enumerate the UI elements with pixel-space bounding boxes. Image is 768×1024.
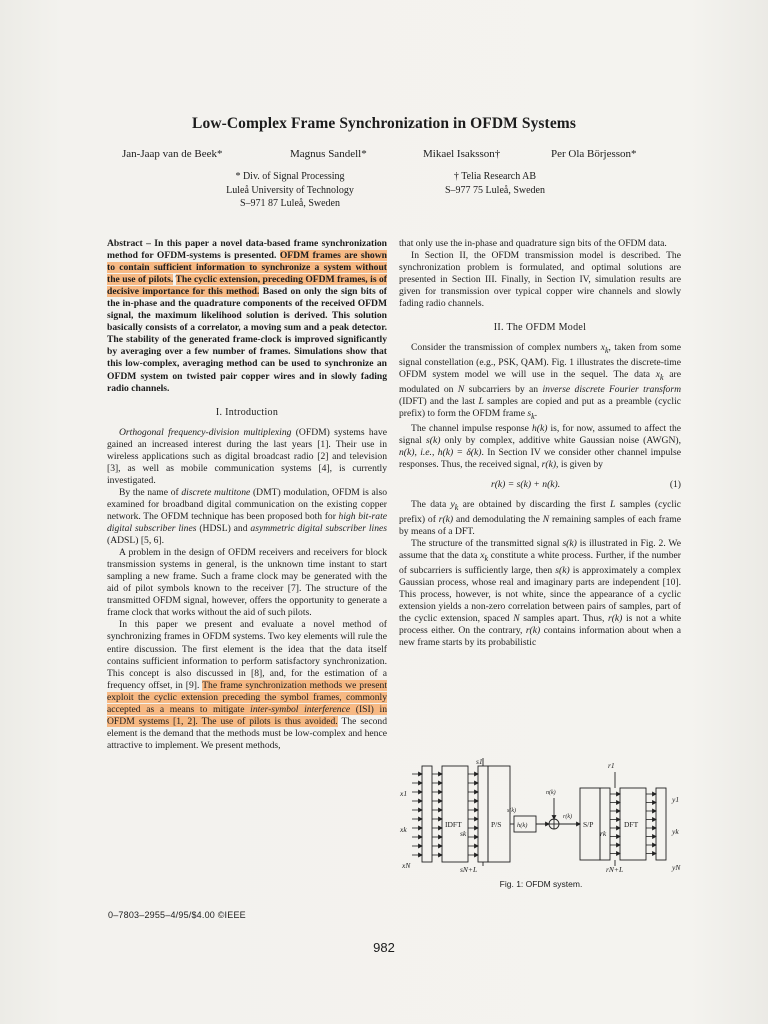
text-run: The channel impulse response [411,423,532,435]
affiliation-telia [415,170,575,197]
author-borjesson: Per Ola Börjesson* [551,148,637,160]
ifft-out-arrow-head [475,853,479,857]
text-run: r(k) [438,513,454,525]
equation-number: (1) [669,478,681,490]
text-run: k [454,502,459,512]
text-run: k [531,412,535,422]
abstract [107,238,387,395]
model-paragraph [399,538,681,649]
text-run: is not a white process either. On the contrary, [399,612,681,636]
ifft-out-arrow-head [475,781,479,785]
text-run: r(k) [525,624,541,636]
input-register-block [422,766,432,862]
text-run: inter-symbol interference [250,703,351,715]
ifft-in-arrow-head [439,799,443,803]
text-run: Consider the transmission of complex numbers [411,342,601,354]
text-run: (OFDM) systems have gained an increased interest during the last years [1]. Their use in wireless applications such as digital broadcast radio [2] and television [3], as well as mobile communication systems [4], is currently investigated. [107,426,387,486]
ifft-in-arrow-head [439,844,443,848]
text-run: (IDFT) and the last [399,396,479,408]
introduction-text [107,427,387,752]
figure-caption: Fig. 1: OFDM system. [499,879,583,889]
text-run: The second element is the demand that the methods must be low-complex and hence attractive to implement. We present methods, [107,715,387,751]
paper-title: Low-Complex Frame Synchronization in OFDM Systems [192,115,576,132]
dft-in-arrow-head [617,809,621,813]
ifft-in-arrow-head [439,817,443,821]
label-yN: yN [672,863,681,872]
text-run: contains information about when a new frame starts by its probabilistic [399,624,681,648]
label-rNL: rN+L [606,865,624,874]
model-paragraph [399,342,681,423]
text-run: N [542,513,550,525]
label-sp: S/P [583,820,594,829]
ifft-in-arrow-head [439,835,443,839]
input-arrow-head [419,790,423,794]
text-run: are modulated on [399,369,681,396]
text-run: discrete multitone [181,486,251,498]
intro-paragraph [399,250,681,310]
affiliation-line: * Div. of Signal Processing [235,171,345,182]
text-run: The data [411,498,451,510]
intro-paragraph [399,238,681,250]
ifft-out-arrow-head [475,844,479,848]
label-y1: y1 [672,795,680,804]
text-run: N [457,384,465,396]
label-s1: s1 [476,758,483,766]
input-arrow-head [419,853,423,857]
model-paragraph [399,423,681,471]
text-run: r(k) [541,459,557,471]
text-run: . [534,408,538,420]
text-run: only by complex, additive white Gaussian noise (AWGN), [440,435,681,447]
channel-arrow-head [546,822,550,826]
dft-in-arrow-head [617,852,621,856]
text-run: h(k) [531,423,548,435]
receiver-arrow-head [577,822,581,826]
text-run: r(k) [607,612,623,624]
right-column [399,238,681,649]
introduction-paragraph [107,547,387,619]
text-run: y [450,498,455,510]
text-run: k [660,373,664,383]
text-run: s [527,408,532,420]
author-van-de-beek: Jan-Jaap van de Beek* [122,148,223,160]
section-heading-introduction: I. Introduction [215,406,279,418]
page-number: 982 [373,940,395,955]
idft-block [442,766,468,862]
introduction-paragraph [107,427,387,487]
text-run: By the name of [119,486,182,498]
text-run: s(k) [426,435,441,447]
abstract-text: OFDM frames are shown to contain sufficient information to synchronize a system without the use of pilots. [107,250,387,286]
text-run: is, for now, assumed to affect the signal [399,423,681,447]
label-h-of-k: h(k) [517,822,528,829]
dft-out-arrow-head [653,792,657,796]
text-run: samples (cyclic prefix) of [399,498,681,525]
text-run: remaining samples of each frame by means of a DFT. [399,513,681,537]
text-run: In this paper we present and evaluate a novel method of synchronizing frames in OFDM systems. Two key elements will rule the entire discussion. The first element is the idea that the data itself contains sufficient information to perform satisfactory synchronization. This concept is also discussed in [8], and, for the estimation of a frequency offset, in [9]. [107,619,387,691]
equation-1 [399,479,681,491]
text-run: The structure of the transmitted signal [411,537,563,549]
label-xN: xN [402,861,411,870]
text-run: L [610,498,616,510]
text-run: x [600,342,605,354]
left-column [107,238,387,752]
label-n-of-k: n(k) [546,790,556,796]
text-run: (ADSL) [5, 6]. [107,535,165,547]
label-dft: DFT [624,820,639,829]
ifft-out-arrow-head [475,772,479,776]
text-run: x [480,549,485,561]
text-run: (ISI) in OFDM systems [1, 2]. The use of pilots is thus avoided. [107,703,387,727]
text-run: Orthogonal frequency-division multiplexing [119,426,292,438]
diagram-signal-arrows [412,772,656,857]
text-run: constitute a white process. Further, if the number of subcarriers is sufficiently large, then [399,549,681,576]
text-run: k [604,346,609,356]
label-r-of-k: r(k) [563,814,572,820]
abstract-text: The cyclic extension, preceding OFDM frames, is of decisive importance for this method. [107,274,387,298]
text-run: are obtained by discarding the first [458,498,610,510]
input-arrow-head [419,817,423,821]
abstract-text: Based on only the sign bits of the in-phase and the quadrature components of the received OFDM signal, the maximum likelihood solution is derived. This solution basically consists of a correlator, a moving sum and a peak detector. The stability of the generated frame-clock is improved significantly by averaging over a few number of frames. Simulations show that this low-complex, averaging method can be used to synchronize an OFDM system on twisted pair copper wires and in slowly fading radio channels. [107,286,387,394]
text-run: , [431,447,438,459]
ifft-in-arrow-head [439,790,443,794]
copyright-line: 0–7803–2955–4/95/$4.00 ©IEEE [108,910,246,920]
input-arrow-head [419,799,423,803]
text-run: (DMT) modulation, OFDM is also examined for broadband digital communication on the existing copper network. The OFDM technique has been proposed both for [107,486,387,522]
text-run: asymmetric digital subscriber lines [250,523,387,535]
ifft-in-arrow-head [439,781,443,785]
text-run: (HDSL) and [196,523,251,535]
text-run: , [414,447,421,459]
dft-out-arrow-head [653,809,657,813]
text-run: samples are copied and put as a preamble (cyclic prefix) to form the OFDM frame [399,396,681,420]
text-run: that only use the in-phase and quadrature sign bits of the OFDM data. [399,238,667,249]
model-paragraph [399,499,681,538]
ifft-out-arrow-head [475,790,479,794]
label-x1: x1 [400,789,408,798]
label-rk: rk [600,829,607,838]
label-ps: P/S [491,820,502,829]
label-r1: r1 [608,761,615,770]
text-run: x [655,369,661,381]
text-run: subcarriers by an [464,384,543,396]
affiliation-line: Luleå University of Technology [226,184,354,196]
dft-in-arrow-head [617,826,621,830]
abstract-text: Abstract – In this paper a novel data-based frame synchronization method for OFDM-systems is presented. [107,238,387,262]
text-run: A problem in the design of OFDM receivers and receivers for block transmission systems in general, is the unknown time instant to start sampling a new frame. Such a frame clock may be generated with the aid of pilot symbols known to the receiver [7]. The structure of the transmitted OFDM signal, however, offers the opportunity to generate a frame clock that works without the aid of such pilots. [107,547,387,619]
ps-block [488,766,510,862]
label-xk: xk [400,825,407,834]
text-run: inverse discrete Fourier transform [542,384,682,396]
text-run: , taken from some signal constellation (e.g., PSK, QAM). Fig. 1 illustrates the discrete-time OFDM system model we will use in the sequel. The data [399,342,681,381]
input-arrow-head [419,781,423,785]
text-run: high bit-rate digital subscriber lines [107,510,387,535]
prefix-discard-block [600,788,610,860]
label-idft: IDFT [445,820,462,829]
affiliation-line: S–977 75 Luleå, Sweden [445,184,545,196]
text-run: s(k) [555,564,570,576]
ofdm-system-diagram [396,758,686,876]
text-run: In Section II, the OFDM transmission model is described. The synchronization problem is formulated, and optimal solutions are presented in Section III. Finally, in Section IV, simulation results are given for transmission over typical copper wire channels and slowly fading radio channels. [399,250,681,310]
introduction-paragraph [107,487,387,547]
text-run: n(k) [399,447,415,459]
label-yk: yk [672,827,679,836]
ifft-out-arrow-head [475,799,479,803]
dft-in-arrow-head [617,835,621,839]
affiliation-line: S–971 87 Luleå, Sweden [240,198,340,209]
text-run: . In Section IV we consider other channel impulse responses. Thus, the received signal, [399,447,682,471]
dft-out-arrow-head [653,852,657,856]
dft-out-arrow-head [653,843,657,847]
text-run: is approximately a complex Gaussian process, whose real and imaginary parts are independent [10]. This process, however, is not white, since the appearance of a cyclic extension yields a non-zero correlation between pairs of samples, part of the cyclic extension, spaced [399,564,681,624]
text-run: The frame synchronization methods we present exploit the cyclic extension preceding the symbol frames, commonly accepted as a means to mitigate [107,679,387,715]
input-arrow-head [419,772,423,776]
text-run: L [478,396,484,408]
ifft-in-arrow-head [439,826,443,830]
author-isaksson: Mikael Isaksson† [423,148,501,160]
intro-continuation-text [399,238,681,310]
input-arrow-head [419,844,423,848]
ifft-out-arrow-head [475,817,479,821]
ifft-out-arrow-head [475,826,479,830]
text-run: and demodulating the [453,513,543,525]
dft-in-arrow-head [617,843,621,847]
text-run: N [513,612,520,624]
ifft-out-arrow-head [475,835,479,839]
author-sandell: Magnus Sandell* [290,148,367,160]
equation-body: r(k) = s(k) + n(k). [491,478,561,490]
introduction-paragraph [107,619,387,752]
text-run: , is given by [556,459,603,471]
label-sNL: sN+L [460,865,478,874]
affiliation-lulea [195,170,385,211]
input-arrow-head [419,826,423,830]
ifft-in-arrow-head [439,853,443,857]
text-run: h(k) = δ(k) [437,447,482,459]
input-arrow-head [419,835,423,839]
dft-out-arrow-head [653,801,657,805]
label-sk: sk [460,829,467,838]
text-run: is illustrated in Fig. 2. We assume that the data [399,537,681,561]
text-run: k [484,553,489,563]
label-s-of-k: s(k) [507,808,516,814]
output-register-block [656,788,666,860]
ifft-in-arrow-head [439,772,443,776]
affiliation-line: † Telia Research AB [453,171,537,182]
dft-in-arrow-head [617,801,621,805]
dft-out-arrow-head [653,826,657,830]
dft-in-arrow-head [617,792,621,796]
dft-in-arrow-head [617,818,621,822]
section-heading-ofdm-model: II. The OFDM Model [493,322,587,334]
ofdm-model-text [399,342,681,471]
ifft-out-arrow-head [475,808,479,812]
ifft-in-arrow-head [439,808,443,812]
dft-out-arrow-head [653,818,657,822]
text-run: samples apart. Thus, [519,612,608,624]
ofdm-model-text-continued [399,499,681,649]
dft-out-arrow-head [653,835,657,839]
input-arrow-head [419,808,423,812]
text-run: s(k) [562,537,577,549]
noise-arrow-head [552,816,556,820]
prefix-register-block [478,766,488,862]
text-run: i.e. [420,447,432,459]
